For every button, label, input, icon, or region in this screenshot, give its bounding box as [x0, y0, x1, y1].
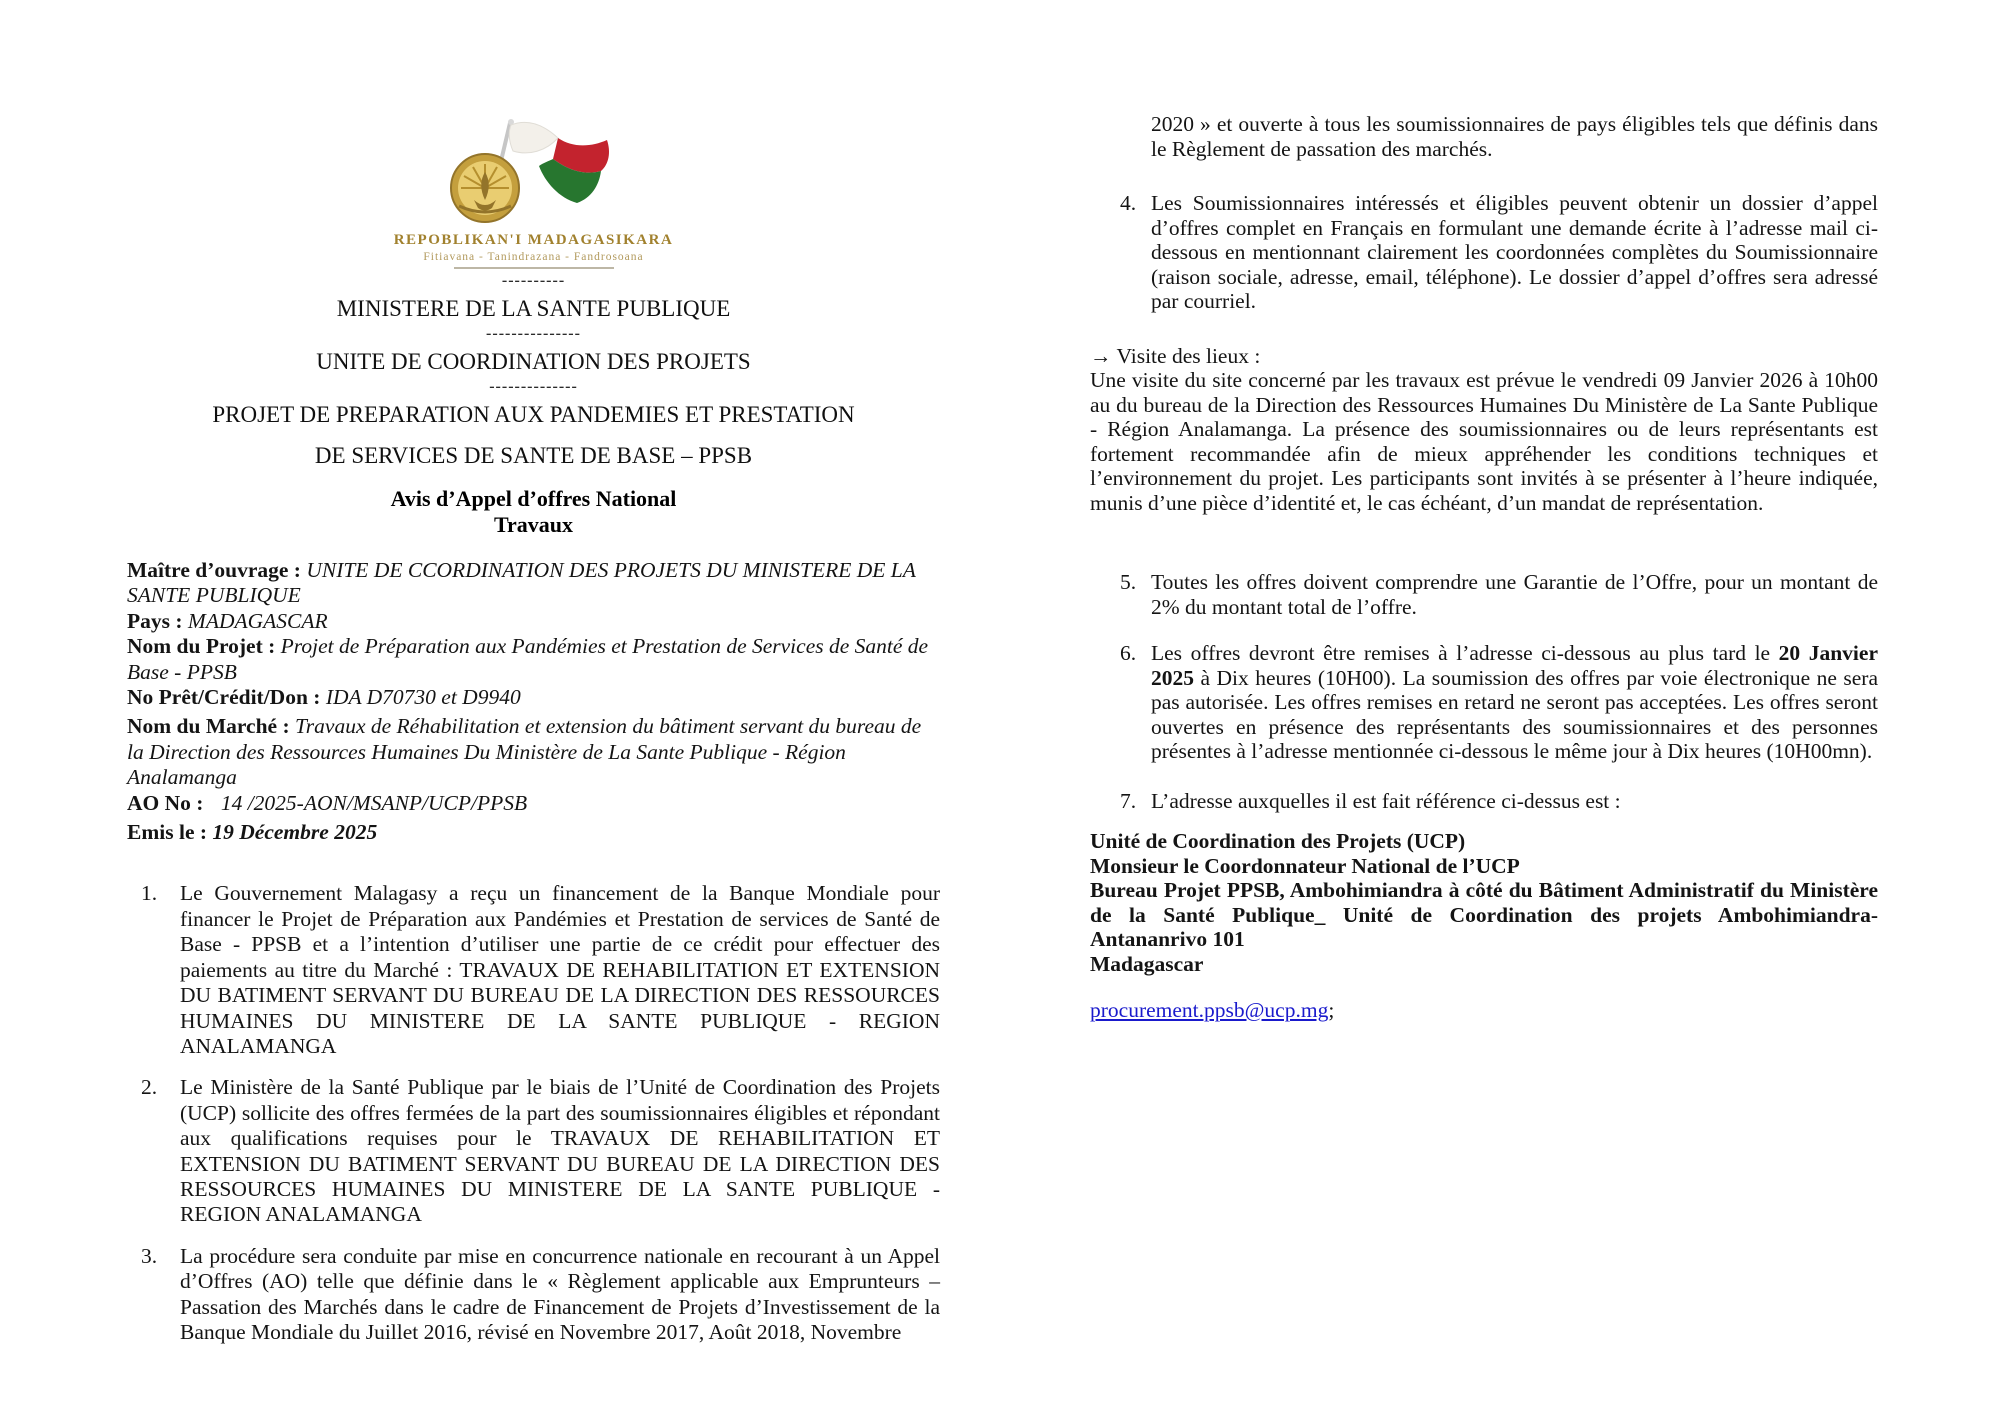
meta-row-ao-no [127, 791, 940, 816]
list-text: Le Gouvernement Malagasy a reçu un financement de la Banque Mondiale pour financer le Projet de Préparation aux Pandémies et Prestation de services de Santé de Base - PPSB et a l’intention d’utiliser une partie de ce crédit pour effectuer des paiements au titre du Marché : TRAVAUX DE REHABILITATION ET EXTENSION DU BATIMENT SERVANT DU BUREAU DE LA DIRECTION DES RESSOURCES HUMAINES DU MINISTERE DE LA SANTE PUBLIQUE - REGION ANALAMANGA [180, 881, 940, 1058]
address-line-country: Madagascar [1090, 951, 1204, 976]
list-item-4 [1090, 191, 1878, 314]
field-value: UNITE DE CCORDINATION DES PROJETS DU MINISTERE DE LA SANTE PUBLIQUE [127, 558, 916, 608]
project-heading-line1: PROJET DE PREPARATION AUX PANDEMIES ET PRESTATION [212, 402, 855, 427]
meta-row-pret-credit-don [127, 685, 940, 710]
field-value: MADAGASCAR [187, 608, 328, 633]
notice-subtitle: Travaux [493, 512, 574, 537]
notice-title: Avis d’Appel d’offres National [390, 486, 677, 511]
list-text: La procédure sera conduite par mise en concurrence nationale en recourant à un Appel d’Offres (AO) telle que définie dans le « Règlement applicable aux Emprunteurs – Passation des Marchés dans le cadre de Financement de Projets d’Investissement de la Banque Mondiale du Juillet 2016, révisé en Novembre 2017, Août 2018, Novembre [180, 1243, 940, 1344]
meta-row-emis-le [127, 820, 940, 845]
field-label: Emis le : [127, 820, 208, 845]
logo-country-name: REPOBLIKAN'I MADAGASIKARA [393, 232, 674, 248]
separator-dashes: ---------- [501, 272, 566, 289]
logo-divider [454, 267, 614, 269]
meta-row-nom-marche [127, 714, 940, 790]
left-column [127, 0, 940, 1345]
field-label: No Prêt/Crédit/Don : [127, 685, 321, 710]
right-column [1090, 0, 1878, 1023]
ministry-heading: MINISTERE DE LA SANTE PUBLIQUE [336, 296, 731, 321]
list-item-1 [127, 881, 940, 1059]
list-number: 7. [1120, 788, 1137, 813]
list-text: Le Ministère de la Santé Publique par le biais de l’Unité de Coordination des Projets (UCP) sollicite des offres fermées de la part des soumissionnaires éligibles et répondant aux qualifications requises pour le TRAVAUX DE REHABILITATION ET EXTENSION DU BATIMENT SERVANT DU BUREAU DE LA DIRECTION DES RESSOURCES HUMAINES DU MINISTERE DE LA SANTE PUBLIQUE - REGION ANALAMANGA [180, 1075, 940, 1227]
list-number: 6. [1120, 641, 1137, 665]
site-visit-heading-text: Visite des lieux : [1116, 343, 1261, 368]
field-label: Pays : [127, 608, 183, 633]
address-line-street: Bureau Projet PPSB, Ambohimiandra à côté du Bâtiment Administratif du Ministère de la Santé Publique_ Unité de Coordination des projets Ambohimiandra- Antananrivo 101 [1090, 878, 1878, 951]
meta-block [127, 558, 940, 845]
field-label: AO No : [127, 790, 204, 815]
deadline-date: 20 Janvier 2025 [1151, 641, 1878, 690]
email-suffix: ; [1328, 998, 1335, 1022]
project-heading-line2: DE SERVICES DE SANTE DE BASE – PPSB [314, 443, 753, 468]
list-text: L’adresse auxquelles il est fait référence ci-dessus est : [1151, 788, 1621, 813]
list-item-7 [1090, 789, 1878, 814]
list-item-3 [127, 1244, 940, 1346]
meta-row-pays [127, 609, 940, 634]
contact-address-block [1090, 829, 1878, 976]
procurement-email-link[interactable]: procurement.ppsb@ucp.mg [1090, 998, 1329, 1022]
field-value: 19 Décembre 2025 [212, 820, 378, 845]
list-item-5 [1090, 570, 1878, 619]
list-text [1151, 641, 1878, 763]
field-value: Travaux de Réhabilitation et extension du bâtiment servant du bureau de la Direction des Ressources Humaines Du Ministère de La Sante Publique - Région Analamanga [127, 714, 922, 790]
contact-email-row [1090, 998, 1878, 1023]
list-number: 3. [141, 1243, 158, 1268]
logo-block [127, 118, 940, 269]
item-6-text-pre: Les offres devront être remises à l’adresse ci-dessous au plus tard le [1151, 641, 1779, 665]
item-6-text-post: à Dix heures (10H00). La soumission des offres par voie électronique ne sera pas autorisée. Les offres remises en retard ne seront pas acceptées. Les offres seront ouvertes en présence des représentants des soumissionnaires et des personnes présentes à l’adresse mentionnée ci-dessous le même jour à Dix heures (10H00mn). [1151, 665, 1878, 763]
site-visit-heading [1090, 344, 1878, 369]
separator-dashes: -------------- [489, 378, 578, 395]
site-visit-paragraph: Une visite du site concerné par les travaux est prévue le vendredi 09 Janvier 2026 à 10h00 au du bureau de la Direction des Ressources Humaines Du Ministère de La Sante Publique - Région Analamanga. La présence des soumissionnaires ou de leurs représentants est fortement recommandée afin de mieux appréhender les conditions techniques et l’environnement du projet. Les participants sont invités à se présenter à l’heure indiquée, munis d’une pièce d’identité et, le cas échéant, d’un mandat de représentation. [1090, 368, 1878, 515]
list-number: 1. [141, 881, 158, 906]
list-text: Les Soumissionnaires intéressés et éligibles peuvent obtenir un dossier d’appel d’offres complet en Français en formulant une demande écrite à l’adresse mail ci-dessous en mentionnant clairement les coordonnées complètes du Soumissionnaire (raison sociale, adresse, email, téléphone). Le dossier d’appel d’offres sera adressé par courriel. [1151, 191, 1878, 313]
field-label: Nom du Projet : [127, 634, 276, 659]
field-value: 14 /2025-AON/MSANP/UCP/PPSB [220, 790, 528, 815]
address-line-org: Unité de Coordination des Projets (UCP) [1090, 829, 1466, 853]
separator-dashes: --------------- [486, 325, 581, 342]
meta-row-maitre-ouvrage [127, 558, 940, 609]
field-label: Maître d’ouvrage : [127, 558, 301, 582]
meta-row-nom-projet [127, 634, 940, 685]
right-arrow-icon: → [1090, 343, 1112, 368]
address-line-attn: Monsieur le Coordonnateur National de l’UCP [1090, 853, 1520, 878]
list-number: 4. [1120, 191, 1137, 215]
unit-heading: UNITE DE COORDINATION DES PROJETS [316, 349, 751, 374]
item-3-continuation: 2020 » et ouverte à tous les soumissionnaires de pays éligibles tels que définis dans le Règlement de passation des marchés. [1151, 112, 1878, 161]
list-text: Toutes les offres doivent comprendre une Garantie de l’Offre, pour un montant de 2% du montant total de l’offre. [1151, 570, 1878, 619]
field-label: Nom du Marché : [127, 714, 290, 739]
site-visit-section [1090, 344, 1878, 516]
field-value: IDA D70730 et D9940 [325, 685, 521, 710]
field-value: Projet de Préparation aux Pandémies et Prestation de Services de Santé de Base - PPSB [127, 634, 929, 684]
list-item-6 [1090, 641, 1878, 764]
list-number: 2. [141, 1075, 158, 1100]
madagascar-emblem-icon [421, 118, 646, 224]
list-item-2 [127, 1075, 940, 1227]
list-number: 5. [1120, 570, 1137, 594]
logo-motto: Fitiavana - Tanindrazana - Fandrosoana [423, 251, 644, 263]
flag-white-band [509, 122, 558, 153]
